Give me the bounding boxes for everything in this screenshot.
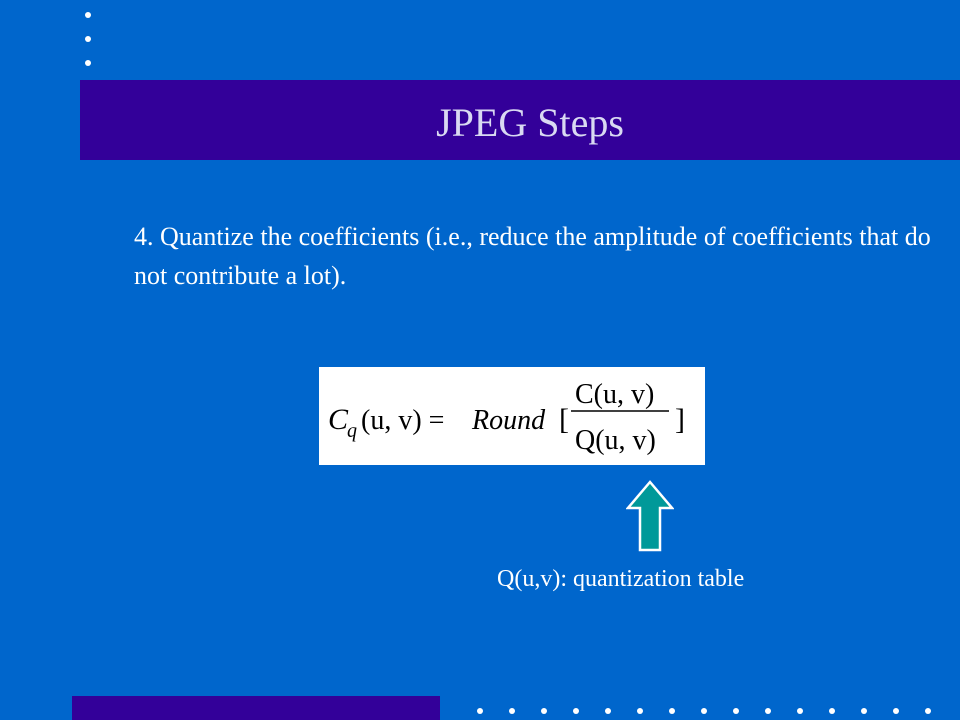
decor-dot-icon	[861, 708, 867, 714]
step-text: 4. Quantize the coefficients (i.e., reduce the amplitude of coefficients that do not contribute a lot).	[134, 222, 931, 290]
decor-dot-icon	[477, 708, 483, 714]
formula-function: Round	[472, 405, 546, 436]
decor-dot-icon	[797, 708, 803, 714]
decor-dot-icon	[893, 708, 899, 714]
decor-dot-icon	[85, 60, 91, 66]
decor-dot-icon	[669, 708, 675, 714]
decor-dot-icon	[85, 12, 91, 18]
decor-dot-icon	[765, 708, 771, 714]
formula-svg	[319, 367, 705, 465]
slide-title: JPEG Steps	[436, 100, 624, 145]
formula-numerator: C(u, v)	[575, 379, 655, 410]
decor-dot-icon	[573, 708, 579, 714]
decor-dot-icon	[925, 708, 931, 714]
decor-dot-icon	[605, 708, 611, 714]
decor-dot-icon	[637, 708, 643, 714]
decor-dot-icon	[829, 708, 835, 714]
formula-lhs-args: (u, v) =	[361, 405, 445, 436]
decor-dot-icon	[701, 708, 707, 714]
quantization-table-caption: Q(u,v): quantization table	[497, 566, 745, 592]
formula-lhs-subscript: q	[347, 420, 357, 442]
formula-close-bracket: ]	[675, 403, 685, 436]
decor-dot-icon	[85, 36, 91, 42]
formula-lhs-symbol: C	[328, 403, 349, 436]
title-bar	[80, 80, 960, 160]
up-arrow-icon	[626, 480, 674, 552]
footer-bar	[72, 696, 440, 720]
formula-open-bracket: [	[559, 403, 569, 436]
decor-dot-icon	[509, 708, 515, 714]
decor-dot-icon	[733, 708, 739, 714]
formula-image	[319, 367, 705, 465]
decor-dot-icon	[541, 708, 547, 714]
formula-denominator: Q(u, v)	[575, 425, 656, 456]
